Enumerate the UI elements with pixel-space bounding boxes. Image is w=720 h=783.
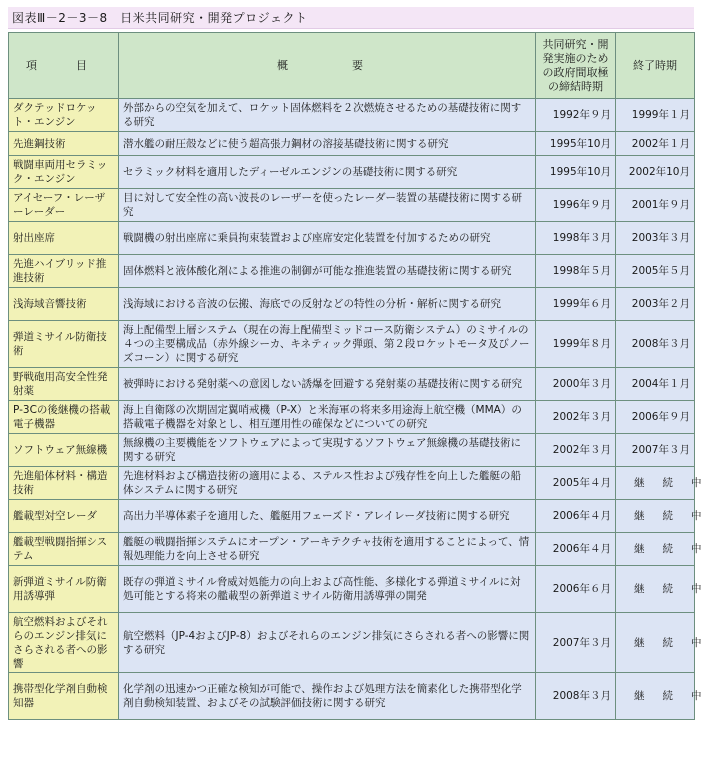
end-date-cell: 2005年５月 [616, 255, 695, 288]
item-cell: 新弾道ミサイル防衛用誘導弾 [9, 566, 119, 613]
table-row [9, 434, 695, 467]
item-cell: 艦載型戦闘指揮システム [9, 533, 119, 566]
projects-table [8, 32, 720, 720]
end-date-cell: 継続中 [616, 673, 695, 720]
end-date-cell: 2004年１月 [616, 368, 695, 401]
end-date-cell: 継続中 [616, 533, 695, 566]
table-row [9, 222, 695, 255]
agreement-date-cell: 2002年３月 [536, 434, 616, 467]
header-agreement-date: 共同研究・開発実施のための政府間取極の締結時期 [536, 33, 616, 99]
summary-cell: 被弾時における発射薬への意図しない誘爆を回避する発射薬の基礎技術に関する研究 [119, 368, 536, 401]
table-row [9, 566, 695, 613]
agreement-date-cell: 2007年３月 [536, 613, 616, 673]
figure-title: 図表Ⅲ－2－3－8 日米共同研究・開発プロジェクト [8, 7, 694, 29]
summary-cell: 海上自衛隊の次期固定翼哨戒機（P-X）と米海軍の将来多用途海上航空機（MMA）の搭載電子機器を対象とし、相互運用性の確保などについての研究 [119, 401, 536, 434]
agreement-date-cell: 2005年４月 [536, 467, 616, 500]
table-row [9, 189, 695, 222]
end-date-cell: 継続中 [616, 613, 695, 673]
summary-cell: 先進材料および構造技術の適用による、ステルス性および残存性を向上した艦艇の船体システムに関する研究 [119, 467, 536, 500]
summary-cell: 浅海域における音波の伝搬、海底での反射などの特性の分析・解析に関する研究 [119, 288, 536, 321]
header-summary: 概 要 [119, 33, 536, 99]
table-row [9, 99, 695, 132]
table-row [9, 255, 695, 288]
table-row [9, 401, 695, 434]
table-row [9, 288, 695, 321]
end-date-cell: 2002年１月 [616, 132, 695, 156]
summary-cell: 固体燃料と液体酸化剤による推進の制御が可能な推進装置の基礎技術に関する研究 [119, 255, 536, 288]
agreement-date-cell: 1992年９月 [536, 99, 616, 132]
end-date-cell: 2008年３月 [616, 321, 695, 368]
summary-cell: 目に対して安全性の高い波長のレーザーを使ったレーダー装置の基礎技術に関する研究 [119, 189, 536, 222]
table-row [9, 156, 695, 189]
header-end-date: 終了時期 [616, 33, 695, 99]
agreement-date-cell: 2002年３月 [536, 401, 616, 434]
end-date-cell: 2007年３月 [616, 434, 695, 467]
agreement-date-cell: 2000年３月 [536, 368, 616, 401]
end-date-cell: 2002年10月 [616, 156, 695, 189]
agreement-date-cell: 1996年９月 [536, 189, 616, 222]
table-row [9, 368, 695, 401]
agreement-date-cell: 1995年10月 [536, 132, 616, 156]
agreement-date-cell: 2006年４月 [536, 533, 616, 566]
summary-cell: 既存の弾道ミサイル脅威対処能力の向上および高性能、多様化する弾道ミサイルに対処可能とする将来の艦載型の新弾道ミサイル防衛用誘導弾の開発 [119, 566, 536, 613]
item-cell: 先進船体材料・構造技術 [9, 467, 119, 500]
end-date-cell: 継続中 [616, 500, 695, 533]
item-cell: ダクテッドロケット・エンジン [9, 99, 119, 132]
item-cell: 浅海域音響技術 [9, 288, 119, 321]
item-cell: 射出座席 [9, 222, 119, 255]
item-cell: 先進鋼技術 [9, 132, 119, 156]
end-date-cell: 2006年９月 [616, 401, 695, 434]
header-item: 項 目 [9, 33, 119, 99]
summary-cell: セラミック材料を適用したディーゼルエンジンの基礎技術に関する研究 [119, 156, 536, 189]
table-row [9, 321, 695, 368]
table-row [9, 500, 695, 533]
item-cell: ソフトウェア無線機 [9, 434, 119, 467]
item-cell: 艦載型対空レーダ [9, 500, 119, 533]
agreement-date-cell: 2006年６月 [536, 566, 616, 613]
table-row [9, 613, 695, 673]
summary-cell: 海上配備型上層システム（現在の海上配備型ミッドコース防衛システム）のミサイルの４つの主要構成品（赤外線シーカ、キネティック弾頭、第２段ロケットモータ及びノーズコーン）に関する研究 [119, 321, 536, 368]
end-date-cell: 1999年１月 [616, 99, 695, 132]
summary-cell: 化学剤の迅速かつ正確な検知が可能で、操作および処理方法を簡素化した携帯型化学剤自動検知装置、およびその試験評価技術に関する研究 [119, 673, 536, 720]
agreement-date-cell: 1999年８月 [536, 321, 616, 368]
agreement-date-cell: 1995年10月 [536, 156, 616, 189]
item-cell: 航空燃料およびそれらのエンジン排気にさらされる者への影響 [9, 613, 119, 673]
end-date-cell: 2003年２月 [616, 288, 695, 321]
end-date-cell: 2003年３月 [616, 222, 695, 255]
end-date-cell: 継続中 [616, 467, 695, 500]
agreement-date-cell: 2008年３月 [536, 673, 616, 720]
item-cell: アイセーフ・レーザーレーダー [9, 189, 119, 222]
summary-cell: 高出力半導体素子を適用した、艦艇用フェーズド・アレイレーダ技術に関する研究 [119, 500, 536, 533]
header-row [9, 33, 695, 99]
agreement-date-cell: 1998年３月 [536, 222, 616, 255]
item-cell: 戦闘車両用セラミック・エンジン [9, 156, 119, 189]
summary-cell: 潜水艦の耐圧殻などに使う超高張力鋼材の溶接基礎技術に関する研究 [119, 132, 536, 156]
item-cell: 先進ハイブリッド推進技術 [9, 255, 119, 288]
table-row [9, 673, 695, 720]
item-cell: P-3Cの後継機の搭載電子機器 [9, 401, 119, 434]
end-date-cell: 2001年９月 [616, 189, 695, 222]
summary-cell: 無線機の主要機能をソフトウェアによって実現するソフトウェア無線機の基礎技術に関する研究 [119, 434, 536, 467]
summary-cell: 艦艇の戦闘指揮システムにオープン・アーキテクチャ技術を適用することによって、情報処理能力を向上させる研究 [119, 533, 536, 566]
agreement-date-cell: 1998年５月 [536, 255, 616, 288]
table-body [9, 99, 720, 720]
table-row [9, 467, 695, 500]
item-cell: 野戦砲用高安全性発射薬 [9, 368, 119, 401]
agreement-date-cell: 1999年６月 [536, 288, 616, 321]
item-cell: 弾道ミサイル防衛技術 [9, 321, 119, 368]
agreement-date-cell: 2006年４月 [536, 500, 616, 533]
end-date-cell: 継続中 [616, 566, 695, 613]
table-row [9, 533, 695, 566]
item-cell: 携帯型化学剤自動検知器 [9, 673, 119, 720]
summary-cell: 外部からの空気を加えて、ロケット固体燃料を２次燃焼させるための基礎技術に関する研究 [119, 99, 536, 132]
summary-cell: 航空燃料（JP-4およびJP-8）およびそれらのエンジン排気にさらされる者への影響に関する研究 [119, 613, 536, 673]
summary-cell: 戦闘機の射出座席に乗員拘束装置および座席安定化装置を付加するための研究 [119, 222, 536, 255]
table-row [9, 132, 695, 156]
